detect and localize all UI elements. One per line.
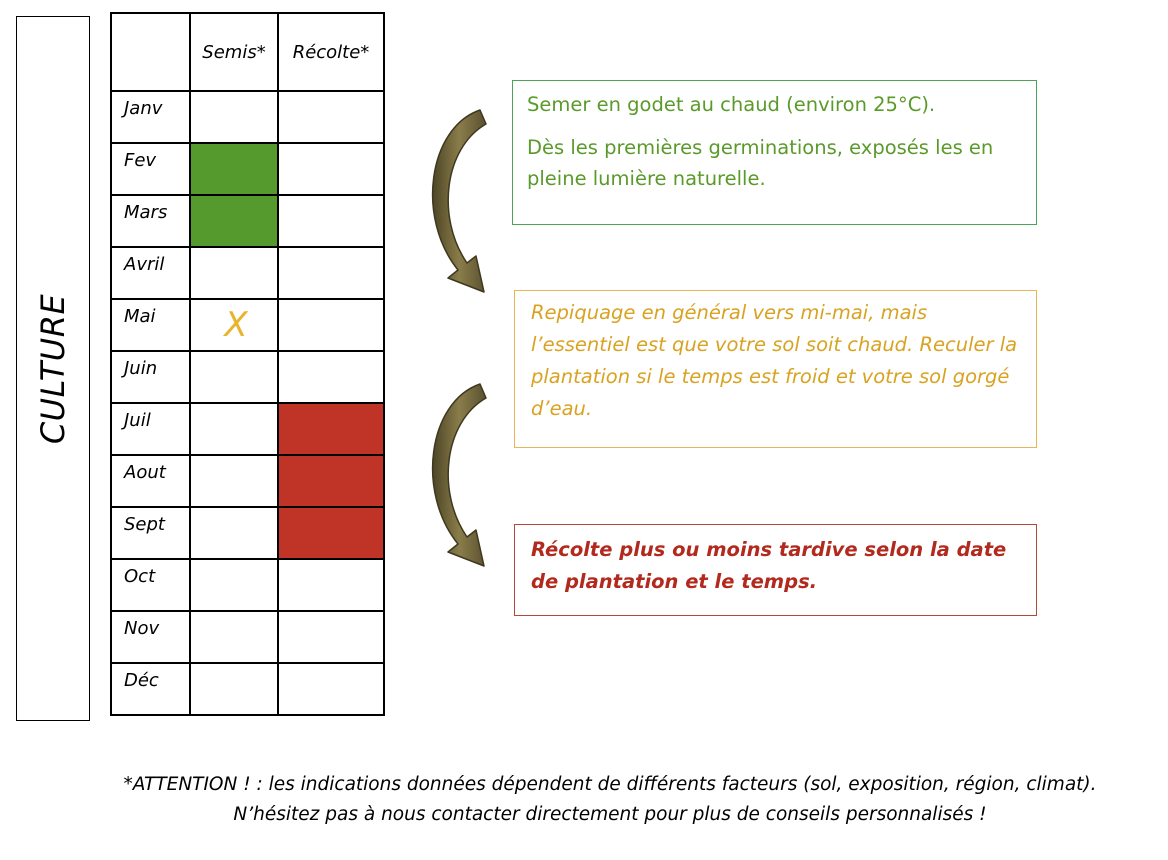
month-label: Déc <box>111 663 190 715</box>
footnote: *ATTENTION ! : les indications données dépendent de différents facteurs (sol, exposition, région, climat). N’hésitez pas à nous contacter directement pour plus de conseils personnalisés ! <box>123 774 1097 825</box>
table-row <box>111 247 384 299</box>
table-row <box>111 195 384 247</box>
recolte-cell <box>278 91 384 143</box>
culture-side-panel <box>16 16 90 721</box>
table-row <box>111 559 384 611</box>
repiquage-mark: X <box>224 305 248 345</box>
header-semis: Semis* <box>190 13 278 91</box>
recolte-cell <box>278 351 384 403</box>
recolte-cell <box>278 299 384 351</box>
table-row <box>111 403 384 455</box>
recolte-cell <box>278 143 384 195</box>
recolte-cell <box>278 559 384 611</box>
culture-label: CULTURE <box>34 293 72 444</box>
semis-cell <box>190 559 278 611</box>
month-label: Juin <box>111 351 190 403</box>
month-label: Nov <box>111 611 190 663</box>
semis-cell-active <box>190 143 278 195</box>
semis-cell <box>190 247 278 299</box>
table-row <box>111 663 384 715</box>
semis-cell <box>190 611 278 663</box>
semis-cell <box>190 299 278 351</box>
recolte-info-text: Récolte plus ou moins tardive selon la date de plantation et le temps. <box>531 538 1007 593</box>
month-label: Avril <box>111 247 190 299</box>
semis-info-line-1: Semer en godet au chaud (environ 25°C). <box>527 93 936 116</box>
recolte-info-box <box>514 524 1037 616</box>
header-empty-cell <box>111 13 190 91</box>
semis-cell <box>190 507 278 559</box>
month-label: Fev <box>111 143 190 195</box>
semis-info-box <box>512 80 1037 225</box>
recolte-cell-active <box>278 507 384 559</box>
month-label: Aout <box>111 455 190 507</box>
recolte-cell <box>278 195 384 247</box>
table-row <box>111 91 384 143</box>
month-label: Janv <box>111 91 190 143</box>
recolte-cell-active <box>278 403 384 455</box>
calendar-table <box>110 12 385 716</box>
recolte-cell <box>278 611 384 663</box>
table-row <box>111 351 384 403</box>
semis-cell <box>190 351 278 403</box>
table-row <box>111 507 384 559</box>
repiquage-info-box <box>514 290 1037 448</box>
semis-cell <box>190 403 278 455</box>
month-label: Mars <box>111 195 190 247</box>
semis-cell <box>190 663 278 715</box>
semis-cell <box>190 455 278 507</box>
recolte-cell-active <box>278 455 384 507</box>
table-row <box>111 455 384 507</box>
table-header-row <box>111 13 384 91</box>
semis-cell-active <box>190 195 278 247</box>
month-label: Sept <box>111 507 190 559</box>
table-row <box>111 611 384 663</box>
month-label: Juil <box>111 403 190 455</box>
recolte-cell <box>278 663 384 715</box>
repiquage-info-text: Repiquage en général vers mi-mai, mais l’essentiel est que votre sol soit chaud. Reculer la plantation si le temps est froid et votre sol gorgé d’eau. <box>531 301 1018 420</box>
table-row <box>111 299 384 351</box>
recolte-cell <box>278 247 384 299</box>
table-row <box>111 143 384 195</box>
curved-arrow-icon <box>418 108 498 308</box>
header-recolte: Récolte* <box>278 13 384 91</box>
month-label: Oct <box>111 559 190 611</box>
semis-cell <box>190 91 278 143</box>
semis-info-line-2: Dès les premières germinations, exposés les en pleine lumière naturelle. <box>527 136 994 190</box>
month-label: Mai <box>111 299 190 351</box>
curved-arrow-icon <box>418 382 498 582</box>
